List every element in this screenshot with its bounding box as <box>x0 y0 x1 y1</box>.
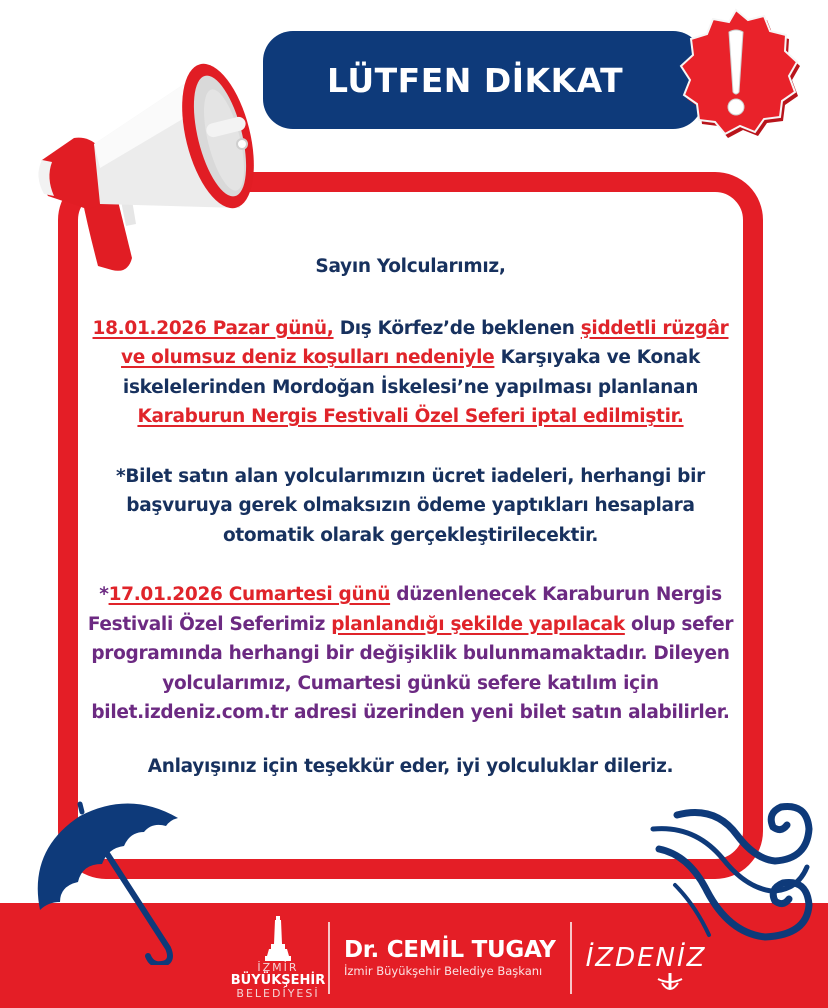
trip-status: planlandığı şekilde yapılacak <box>331 613 625 635</box>
title-banner <box>263 31 703 129</box>
exclamation-badge-icon <box>669 6 803 140</box>
megaphone-icon <box>28 28 260 278</box>
saturday-date: 17.01.2026 Cumartesi günü <box>108 584 391 605</box>
cancellation-date: 18.01.2026 Pazar günü, <box>92 317 334 339</box>
cancellation-paragraph <box>78 314 743 432</box>
closing-line: Anlayışınız için teşekkür eder, iyi yolculuklar dileriz. <box>147 755 674 777</box>
paragraph-text: Karşıyaka ve Konak iskelelerinden Mordoğan İskelesi’ne yapılması planlanan <box>122 347 700 398</box>
divider <box>570 922 572 994</box>
paragraph-text: olup sefer programında herhangi bir değişiklik bulunmamaktadır. Dileyen yolcularımız, Cumartesi günkü sefere katılım için bilet.izdeniz.com.tr adresi üzerinden yeni bilet satın alabilirler. <box>91 613 734 723</box>
divider <box>328 922 330 994</box>
asterisk: * <box>99 584 109 605</box>
izdeniz-logo <box>582 943 707 973</box>
refund-paragraph: *Bilet satın alan yolcularımızın ücret iadeleri, herhangi bir başvuruya gerek olmaksızın ödeme yaptıkları hesaplara otomatik olarak gerçekleştirilecektir. <box>115 465 705 546</box>
municipality-line1: İZMİR <box>257 961 299 974</box>
brand-name: İZDENİZ <box>585 943 707 973</box>
mayor-role: İzmir Büyükşehir Belediye Başkanı <box>344 964 543 978</box>
mayor-name: Dr. CEMİL TUGAY <box>344 937 556 963</box>
municipality-line2: BÜYÜKŞEHİR <box>230 973 326 988</box>
saturday-trip-paragraph <box>78 580 743 728</box>
municipality-line3: BELEDİYESİ <box>236 987 320 1000</box>
footer-logos <box>230 908 707 1008</box>
announcement-body <box>78 252 743 781</box>
clock-tower-icon <box>265 916 291 962</box>
paragraph-text: düzenlenecek Karaburun Nergis Festivali Özel Seferimiz <box>87 584 722 635</box>
paragraph-text: Dış Körfez’de beklenen <box>333 317 581 339</box>
umbrella-icon <box>20 790 195 965</box>
municipality-logo <box>230 916 326 1000</box>
cancellation-reason: şiddetli rüzgâr ve olumsuz deniz koşulları nedeniyle <box>121 317 729 368</box>
anchor-icon <box>656 973 684 993</box>
page-title: LÜTFEN DİKKAT <box>327 60 624 100</box>
mayor-signature <box>340 937 560 979</box>
cancellation-notice: Karaburun Nergis Festivali Özel Seferi iptal edilmiştir. <box>137 406 684 427</box>
greeting: Sayın Yolcularımız, <box>315 256 506 277</box>
